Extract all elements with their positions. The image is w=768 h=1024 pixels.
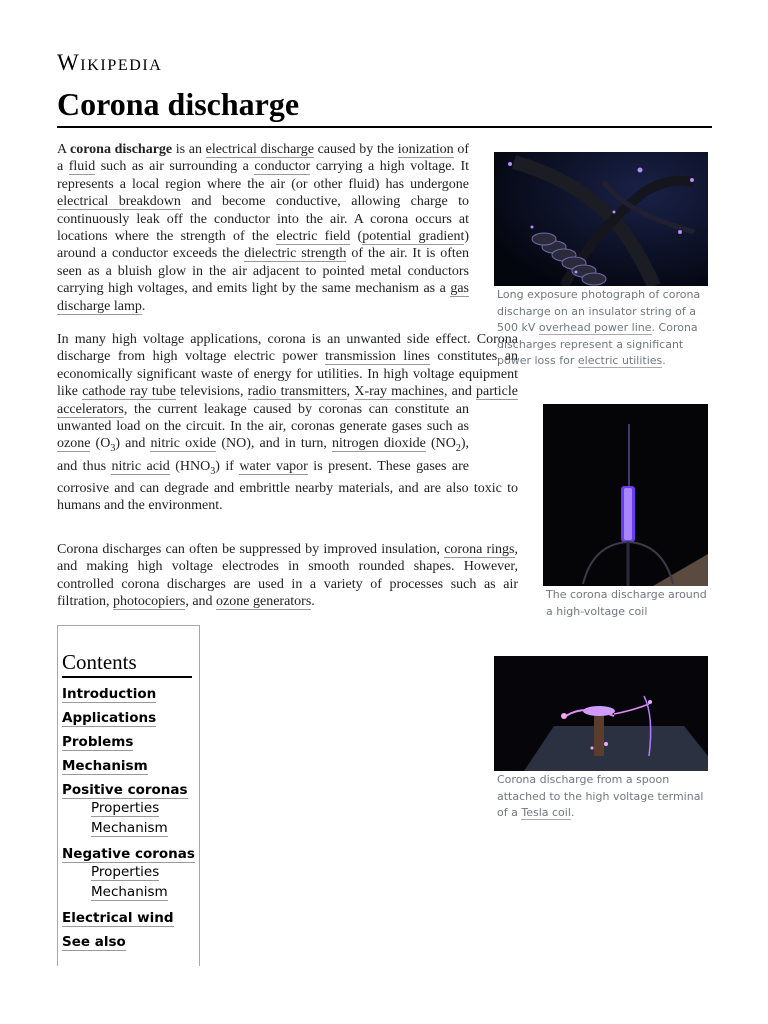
link-water-vapor[interactable]: water vapor: [239, 458, 308, 474]
link-transmission-lines[interactable]: transmission lines: [325, 349, 430, 365]
link-ozone[interactable]: ozone: [57, 436, 91, 452]
wikipedia-logo[interactable]: Wikipedia: [57, 50, 163, 75]
toc-item-problems[interactable]: Problems: [62, 734, 134, 750]
figure-caption: The corona discharge around a high-voltage coil: [546, 588, 707, 618]
toc-item-mechanism[interactable]: Mechanism: [62, 758, 148, 774]
figure-tesla-spoon: [494, 656, 708, 822]
insulator-photo[interactable]: [494, 152, 708, 286]
link-fluid[interactable]: fluid: [68, 159, 96, 175]
intro-paragraph: A corona discharge is an electrical discharge caused by the ionization of a fluid such as air surrounding a conductor carrying a high voltage. It represents a local region where the air (or other fluid) has undergone electrical breakdown and become conductive, allowing charge to continuously leak off the conductor into the air. A corona occurs at locations where the strength of the electric field (potential gradient) around a conductor exceeds the dielectric strength of the air. It is often seen as a bluish glow in the air adjacent to pointed metal conductors carrying high voltages, and emits light by the same mechanism as a gas discharge lamp.: [57, 142, 470, 314]
link-cathode-ray-tube[interactable]: cathode ray tube: [82, 384, 176, 400]
link-conductor[interactable]: conductor: [254, 159, 311, 175]
link-nitric-oxide[interactable]: nitric oxide: [150, 436, 217, 452]
figure-high-voltage-coil: [543, 404, 708, 620]
link-gas-discharge-lamp[interactable]: gas discharge lamp: [57, 281, 469, 314]
toc-title: Contents: [62, 650, 192, 678]
link-x-ray-machines[interactable]: X-ray machines: [354, 384, 444, 400]
figure-caption: Long exposure photograph of corona discharge on an insulator string of a 500 kV overhead power line. Corona discharges represent a significant power loss for electric utilities.: [497, 288, 701, 367]
link-particle-accelerators[interactable]: particle accelerators: [57, 384, 518, 417]
link-dielectric-strength[interactable]: dielectric strength: [244, 246, 347, 262]
toc-item-applications[interactable]: Applications: [62, 710, 157, 726]
toc-item-positive-properties[interactable]: Properties: [91, 800, 160, 816]
link-ionization[interactable]: ionization: [397, 142, 454, 157]
toc-item-introduction[interactable]: Introduction: [62, 686, 157, 702]
tesla-photo[interactable]: [494, 656, 708, 771]
link-radio-transmitters[interactable]: radio transmitters: [247, 384, 347, 400]
link-potential-gradient[interactable]: potential gradient: [362, 229, 465, 245]
toc-item-positive-coronas[interactable]: Positive coronas: [62, 782, 188, 798]
link-electric-utilities[interactable]: electric utilities: [577, 354, 663, 367]
suppression-paragraph: Corona discharges can often be suppressed by improved insulation, corona rings, and making high voltage electrodes in smooth rounded shapes. However, controlled corona discharges are used in a variety of processes such as air filtration, photocopiers, and ozone generators.: [57, 542, 518, 610]
link-tesla-coil[interactable]: Tesla coil: [521, 806, 571, 819]
toc-item-negative-properties[interactable]: Properties: [91, 864, 160, 880]
link-ozone-generators[interactable]: ozone generators: [216, 594, 312, 610]
link-corona-rings[interactable]: corona rings: [444, 542, 515, 557]
term-bold: corona discharge: [69, 142, 173, 157]
toc-item-see-also[interactable]: See also: [62, 934, 126, 950]
link-electrical-discharge[interactable]: electrical discharge: [205, 142, 314, 157]
toc-item-negative-mechanism[interactable]: Mechanism: [91, 884, 168, 900]
link-photocopiers[interactable]: photocopiers: [113, 594, 186, 610]
table-of-contents: [57, 625, 200, 966]
toc-item-electrical-wind[interactable]: Electrical wind: [62, 910, 174, 926]
link-overhead-power-line[interactable]: overhead power line: [538, 321, 652, 334]
link-nitrogen-dioxide[interactable]: nitrogen dioxide: [332, 436, 426, 452]
page-title: Corona discharge: [57, 84, 712, 128]
link-nitric-acid[interactable]: nitric acid: [111, 458, 170, 474]
figure-caption: Corona discharge from a spoon attached to the high voltage terminal of a Tesla coil.: [497, 773, 704, 819]
link-electrical-breakdown[interactable]: electrical breakdown: [57, 194, 181, 210]
coil-photo[interactable]: [543, 404, 708, 586]
applications-paragraph: In many high voltage applications, corona is an unwanted side effect. Corona discharge from high voltage electric power transmission lines constitutes an economically significant waste of energy for utilities. In high voltage equipment like cathode ray tube televisions, radio transmitters, X-ray machines, and particle accelerators, the current leakage caused by coronas can constitute an unwanted load on the circuit. In the air, coronas generate gases such as ozone $(O_3)$ and nitric oxide (NO), and in turn, nitrogen dioxide $(NO_2)$, and thus nitric acid $(HNO_3)$ if water vapor is present. These gases are corrosive and can degrade and embrittle nearby materials, and are also toxic to humans and the environment.: [57, 332, 518, 514]
figure-insulator-string: [494, 152, 708, 370]
toc-item-positive-mechanism[interactable]: Mechanism: [91, 820, 168, 836]
toc-item-negative-coronas[interactable]: Negative coronas: [62, 846, 195, 862]
link-electric-field[interactable]: electric field: [276, 229, 351, 245]
